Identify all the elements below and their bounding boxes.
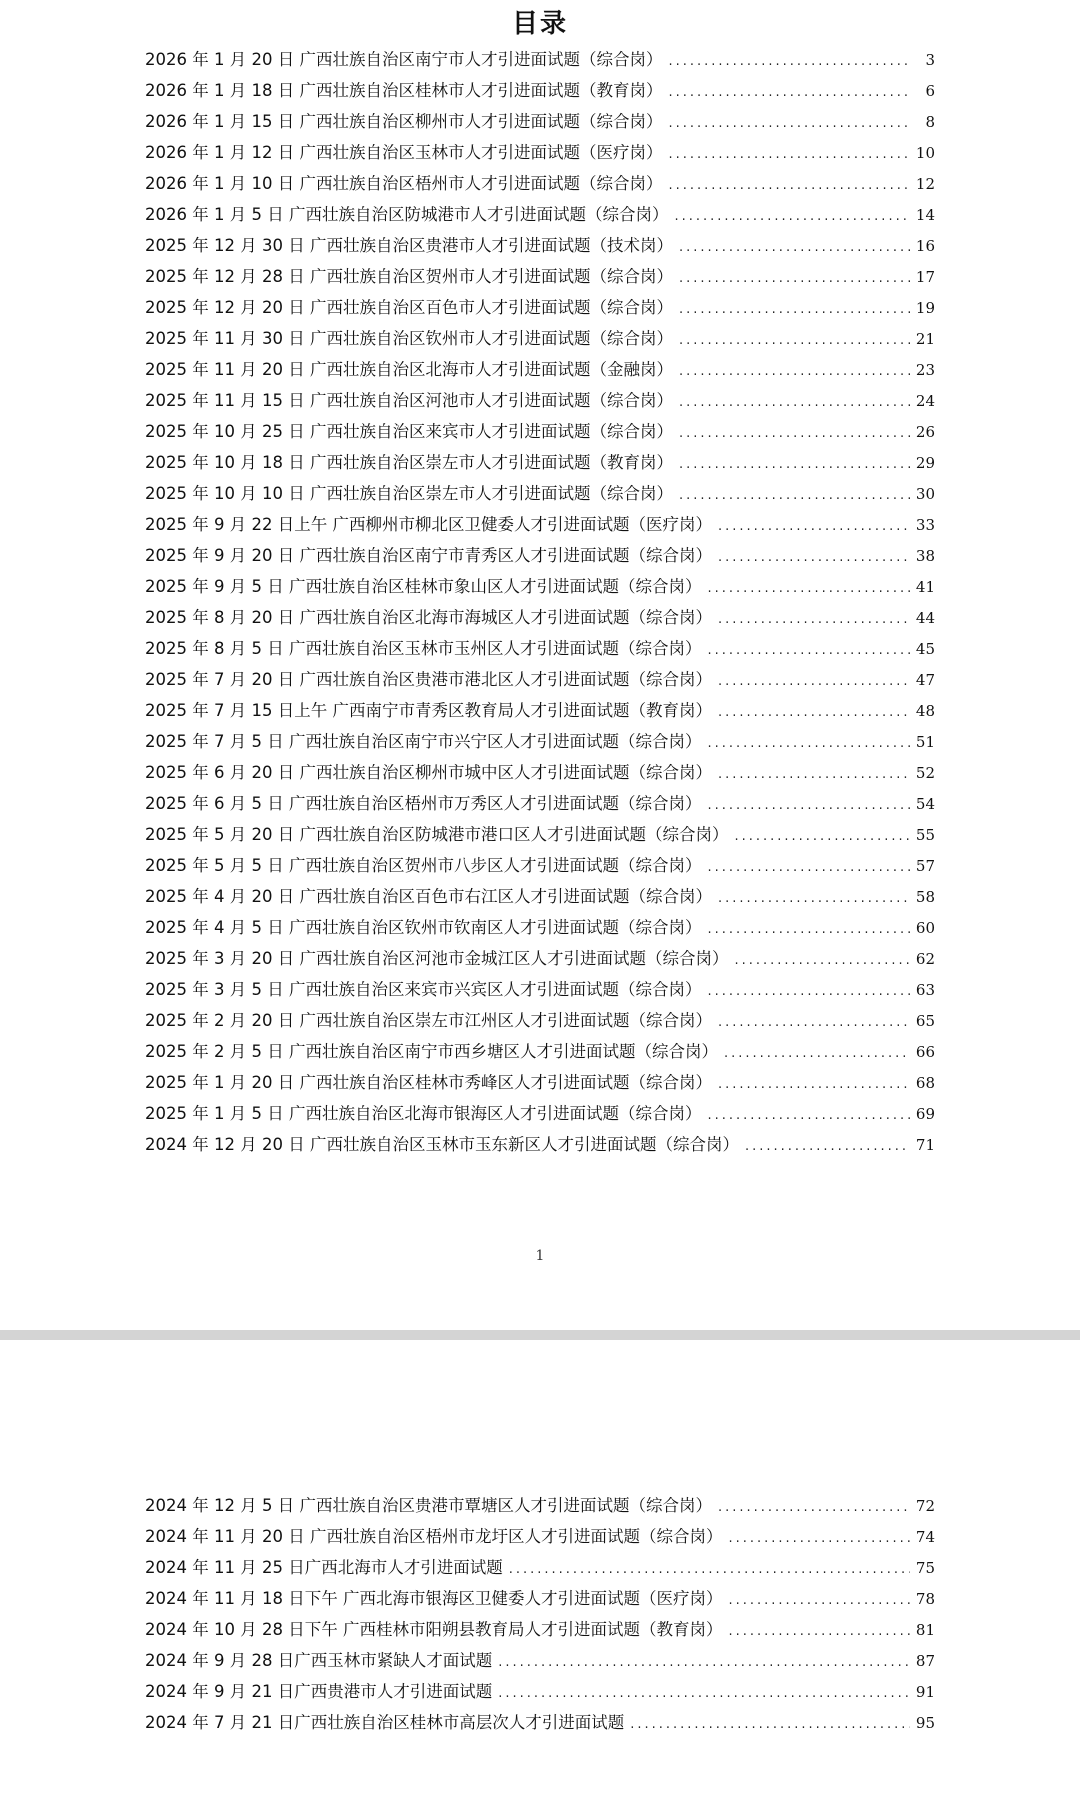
toc-entry[interactable] <box>145 478 935 509</box>
toc-leader-dots <box>718 1069 910 1100</box>
toc-leader-dots <box>668 46 911 77</box>
toc-leader-dots <box>718 542 910 573</box>
toc-entry-title: 2025 年 2 月 20 日 广西壮族自治区崇左市江州区人才引进面试题（综合岗） <box>145 1011 712 1030</box>
toc-leader-dots <box>718 1007 910 1038</box>
toc-entry-page: 14 <box>915 206 935 224</box>
toc-entry-page: 63 <box>915 981 935 999</box>
toc-leader-dots <box>718 759 910 790</box>
toc-leader-dots <box>718 1492 910 1523</box>
toc-entry-page: 47 <box>915 671 935 689</box>
toc-leader-dots <box>728 1523 909 1554</box>
toc-leader-dots <box>679 232 910 263</box>
toc-entry-page: 58 <box>915 888 935 906</box>
toc-entry-page: 62 <box>915 950 935 968</box>
toc-entry[interactable] <box>145 602 935 633</box>
toc-entry-title: 2025 年 4 月 20 日 广西壮族自治区百色市右江区人才引进面试题（综合岗） <box>145 887 712 906</box>
toc-leader-dots <box>718 697 910 728</box>
toc-entry-page: 71 <box>915 1136 935 1154</box>
toc-entry-page: 69 <box>915 1105 935 1123</box>
toc-leader-dots <box>745 1131 910 1162</box>
toc-entry-page: 38 <box>915 547 935 565</box>
toc-entry-title: 2026 年 1 月 5 日 广西壮族自治区防城港市人才引进面试题（综合岗） <box>145 205 669 224</box>
toc-entry[interactable] <box>145 726 935 757</box>
toc-entry-title: 2025 年 5 月 20 日 广西壮族自治区防城港市港口区人才引进面试题（综合岗） <box>145 825 729 844</box>
toc-entry[interactable] <box>145 1583 935 1614</box>
toc-entry[interactable] <box>145 974 935 1005</box>
toc-entry[interactable] <box>145 1098 935 1129</box>
toc-entry-page: 30 <box>915 485 935 503</box>
toc-leader-dots <box>668 139 909 170</box>
toc-entry[interactable] <box>145 1005 935 1036</box>
toc-leader-dots <box>679 480 910 511</box>
toc-entry-title: 2025 年 1 月 5 日 广西壮族自治区北海市银海区人才引进面试题（综合岗） <box>145 1104 702 1123</box>
page-number: 1 <box>535 1248 545 1264</box>
toc-leader-dots <box>679 449 910 480</box>
page-divider <box>0 1330 1080 1340</box>
toc-leader-dots <box>679 356 910 387</box>
toc-entry-title: 2024 年 11 月 25 日广西北海市人才引进面试题 <box>145 1558 503 1577</box>
toc-entry-title: 2024 年 11 月 20 日 广西壮族自治区梧州市龙圩区人才引进面试题（综合岗） <box>145 1527 723 1546</box>
toc-entry-title: 2026 年 1 月 18 日 广西壮族自治区桂林市人才引进面试题（教育岗） <box>145 81 663 100</box>
toc-leader-dots <box>734 821 909 852</box>
toc-entry-title: 2025 年 2 月 5 日 广西壮族自治区南宁市西乡塘区人才引进面试题（综合岗） <box>145 1042 718 1061</box>
toc-leader-dots <box>674 201 909 232</box>
toc-entry[interactable] <box>145 850 935 881</box>
toc-leader-dots <box>498 1647 910 1678</box>
toc-entry-page: 60 <box>915 919 935 937</box>
toc-entry-page: 57 <box>915 857 935 875</box>
toc-entry-page: 33 <box>915 516 935 534</box>
toc-entry[interactable] <box>145 788 935 819</box>
toc-entry[interactable] <box>145 1614 935 1645</box>
toc-entry-title: 2025 年 12 月 20 日 广西壮族自治区百色市人才引进面试题（综合岗） <box>145 298 673 317</box>
toc-leader-dots <box>679 418 910 449</box>
toc-entry[interactable] <box>145 509 935 540</box>
toc-entry-title: 2024 年 9 月 21 日广西贵港市人才引进面试题 <box>145 1682 493 1701</box>
toc-entry-page: 72 <box>915 1497 935 1515</box>
toc-entry-page: 66 <box>915 1043 935 1061</box>
toc-entry[interactable] <box>145 106 935 137</box>
toc-entry[interactable] <box>145 292 935 323</box>
toc-entry-page: 24 <box>915 392 935 410</box>
toc-leader-dots <box>707 573 909 604</box>
toc-entry-title: 2024 年 10 月 28 日下午 广西桂林市阳朔县教育局人才引进面试题（教育岗） <box>145 1620 723 1639</box>
toc-entry[interactable] <box>145 664 935 695</box>
toc-leader-dots <box>728 1616 909 1647</box>
toc-leader-dots <box>707 790 909 821</box>
toc-entry-page: 44 <box>915 609 935 627</box>
toc-entry[interactable] <box>145 447 935 478</box>
toc-entry-title: 2025 年 9 月 5 日 广西壮族自治区桂林市象山区人才引进面试题（综合岗） <box>145 577 702 596</box>
toc-leader-dots <box>718 883 910 914</box>
toc-entry-title: 2025 年 11 月 30 日 广西壮族自治区钦州市人才引进面试题（综合岗） <box>145 329 673 348</box>
toc-entry[interactable] <box>145 943 935 974</box>
toc-entry-page: 75 <box>915 1559 935 1577</box>
toc-entry-title: 2024 年 11 月 18 日下午 广西北海市银海区卫健委人才引进面试题（医疗岗） <box>145 1589 723 1608</box>
toc-leader-dots <box>679 325 910 356</box>
toc-list <box>145 1490 935 1738</box>
toc-entry-title: 2026 年 1 月 15 日 广西壮族自治区柳州市人才引进面试题（综合岗） <box>145 112 663 131</box>
toc-entry-page: 29 <box>915 454 935 472</box>
toc-entry-page: 26 <box>915 423 935 441</box>
toc-entry[interactable] <box>145 540 935 571</box>
toc-entry-title: 2026 年 1 月 20 日 广西壮族自治区南宁市人才引进面试题（综合岗） <box>145 50 663 69</box>
toc-entry-page: 45 <box>915 640 935 658</box>
toc-entry-page: 91 <box>915 1683 935 1701</box>
toc-leader-dots <box>707 635 909 666</box>
toc-entry-page: 48 <box>915 702 935 720</box>
toc-entry[interactable] <box>145 416 935 447</box>
toc-entry-page: 19 <box>915 299 935 317</box>
toc-entry[interactable] <box>145 757 935 788</box>
toc-entry-title: 2024 年 12 月 5 日 广西壮族自治区贵港市覃塘区人才引进面试题（综合岗） <box>145 1496 712 1515</box>
toc-entry[interactable] <box>145 137 935 168</box>
toc-leader-dots <box>668 77 911 108</box>
toc-entry[interactable] <box>145 323 935 354</box>
toc-leader-dots <box>498 1678 910 1709</box>
toc-entry-title: 2024 年 12 月 20 日 广西壮族自治区玉林市玉东新区人才引进面试题（综合岗） <box>145 1135 739 1154</box>
toc-title: 目录 <box>511 9 568 39</box>
toc-leader-dots <box>679 387 910 418</box>
toc-leader-dots <box>707 728 909 759</box>
toc-entry[interactable] <box>145 354 935 385</box>
toc-entry-title: 2025 年 10 月 10 日 广西壮族自治区崇左市人才引进面试题（综合岗） <box>145 484 673 503</box>
toc-entry-title: 2025 年 5 月 5 日 广西壮族自治区贺州市八步区人才引进面试题（综合岗） <box>145 856 702 875</box>
toc-entry[interactable] <box>145 168 935 199</box>
toc-entry-title: 2026 年 1 月 10 日 广西壮族自治区梧州市人才引进面试题（综合岗） <box>145 174 663 193</box>
toc-entry[interactable] <box>145 230 935 261</box>
toc-entry[interactable] <box>145 199 935 230</box>
toc-entry-title: 2025 年 11 月 15 日 广西壮族自治区河池市人才引进面试题（综合岗） <box>145 391 673 410</box>
toc-entry-page: 6 <box>925 82 935 100</box>
toc-entry-page: 3 <box>925 51 935 69</box>
toc-entry[interactable] <box>145 1067 935 1098</box>
toc-entry-page: 10 <box>915 144 935 162</box>
toc-entry-title: 2025 年 8 月 5 日 广西壮族自治区玉林市玉州区人才引进面试题（综合岗） <box>145 639 702 658</box>
toc-entry-page: 52 <box>915 764 935 782</box>
toc-leader-dots <box>668 170 909 201</box>
toc-leader-dots <box>630 1709 910 1740</box>
toc-entry-page: 41 <box>915 578 935 596</box>
toc-entry-page: 95 <box>915 1714 935 1732</box>
toc-entry-page: 8 <box>925 113 935 131</box>
toc-entry-page: 74 <box>915 1528 935 1546</box>
toc-entry[interactable] <box>145 695 935 726</box>
toc-entry-title: 2025 年 8 月 20 日 广西壮族自治区北海市海城区人才引进面试题（综合岗） <box>145 608 712 627</box>
toc-entry-page: 21 <box>915 330 935 348</box>
toc-entry-title: 2025 年 10 月 18 日 广西壮族自治区崇左市人才引进面试题（教育岗） <box>145 453 673 472</box>
toc-entry-title: 2025 年 6 月 5 日 广西壮族自治区梧州市万秀区人才引进面试题（综合岗） <box>145 794 702 813</box>
toc-entry[interactable] <box>145 819 935 850</box>
toc-entry-page: 65 <box>915 1012 935 1030</box>
toc-entry[interactable] <box>145 1707 935 1738</box>
toc-entry[interactable] <box>145 1645 935 1676</box>
toc-leader-dots <box>718 666 910 697</box>
toc-entry[interactable] <box>145 912 935 943</box>
toc-entry-title: 2025 年 11 月 20 日 广西壮族自治区北海市人才引进面试题（金融岗） <box>145 360 673 379</box>
toc-leader-dots <box>718 604 910 635</box>
toc-entry-page: 12 <box>915 175 935 193</box>
toc-leader-dots <box>668 108 911 139</box>
toc-leader-dots <box>734 945 909 976</box>
toc-entry[interactable] <box>145 261 935 292</box>
toc-entry-title: 2024 年 7 月 21 日广西壮族自治区桂林市高层次人才引进面试题 <box>145 1713 625 1732</box>
toc-entry-page: 78 <box>915 1590 935 1608</box>
toc-entry[interactable] <box>145 385 935 416</box>
toc-entry-title: 2026 年 1 月 12 日 广西壮族自治区玉林市人才引进面试题（医疗岗） <box>145 143 663 162</box>
toc-entry[interactable] <box>145 881 935 912</box>
toc-entry-page: 68 <box>915 1074 935 1092</box>
toc-leader-dots <box>679 263 910 294</box>
toc-entry-title: 2025 年 7 月 20 日 广西壮族自治区贵港市港北区人才引进面试题（综合岗） <box>145 670 712 689</box>
toc-entry[interactable] <box>145 1490 935 1521</box>
toc-entry-page: 87 <box>915 1652 935 1670</box>
toc-entry[interactable] <box>145 633 935 664</box>
toc-entry-page: 23 <box>915 361 935 379</box>
toc-entry-title: 2025 年 12 月 30 日 广西壮族自治区贵港市人才引进面试题（技术岗） <box>145 236 673 255</box>
document-page-2 <box>0 1340 1080 1809</box>
toc-list <box>145 44 935 1160</box>
toc-entry-title: 2025 年 3 月 5 日 广西壮族自治区来宾市兴宾区人才引进面试题（综合岗） <box>145 980 702 999</box>
toc-leader-dots <box>707 914 909 945</box>
toc-leader-dots <box>724 1038 910 1069</box>
toc-entry-title: 2025 年 4 月 5 日 广西壮族自治区钦州市钦南区人才引进面试题（综合岗） <box>145 918 702 937</box>
toc-leader-dots <box>707 1100 909 1131</box>
toc-entry-page: 51 <box>915 733 935 751</box>
toc-leader-dots <box>728 1585 909 1616</box>
toc-entry-title: 2025 年 1 月 20 日 广西壮族自治区桂林市秀峰区人才引进面试题（综合岗） <box>145 1073 712 1092</box>
toc-entry-page: 16 <box>915 237 935 255</box>
toc-entry-page: 81 <box>915 1621 935 1639</box>
toc-entry[interactable] <box>145 1036 935 1067</box>
toc-entry[interactable] <box>145 1129 935 1160</box>
toc-entry[interactable] <box>145 1676 935 1707</box>
toc-entry-title: 2024 年 9 月 28 日广西玉林市紧缺人才面试题 <box>145 1651 493 1670</box>
toc-entry-title: 2025 年 3 月 20 日 广西壮族自治区河池市金城江区人才引进面试题（综合岗） <box>145 949 729 968</box>
toc-entry-page: 17 <box>915 268 935 286</box>
toc-entry[interactable] <box>145 44 935 75</box>
toc-entry[interactable] <box>145 75 935 106</box>
toc-entry-title: 2025 年 10 月 25 日 广西壮族自治区来宾市人才引进面试题（综合岗） <box>145 422 673 441</box>
toc-leader-dots <box>707 852 909 883</box>
toc-leader-dots <box>718 511 910 542</box>
toc-entry[interactable] <box>145 571 935 602</box>
toc-entry[interactable] <box>145 1521 935 1552</box>
toc-entry-title: 2025 年 12 月 28 日 广西壮族自治区贺州市人才引进面试题（综合岗） <box>145 267 673 286</box>
toc-entry-page: 54 <box>915 795 935 813</box>
toc-entry-title: 2025 年 7 月 15 日上午 广西南宁市青秀区教育局人才引进面试题（教育岗） <box>145 701 712 720</box>
toc-leader-dots <box>707 976 909 1007</box>
toc-entry-title: 2025 年 9 月 22 日上午 广西柳州市柳北区卫健委人才引进面试题（医疗岗） <box>145 515 712 534</box>
toc-entry[interactable] <box>145 1552 935 1583</box>
toc-entry-page: 55 <box>915 826 935 844</box>
toc-entry-title: 2025 年 6 月 20 日 广西壮族自治区柳州市城中区人才引进面试题（综合岗） <box>145 763 712 782</box>
toc-entry-title: 2025 年 7 月 5 日 广西壮族自治区南宁市兴宁区人才引进面试题（综合岗） <box>145 732 702 751</box>
toc-entry-title: 2025 年 9 月 20 日 广西壮族自治区南宁市青秀区人才引进面试题（综合岗） <box>145 546 712 565</box>
toc-leader-dots <box>509 1554 910 1585</box>
toc-leader-dots <box>679 294 910 325</box>
